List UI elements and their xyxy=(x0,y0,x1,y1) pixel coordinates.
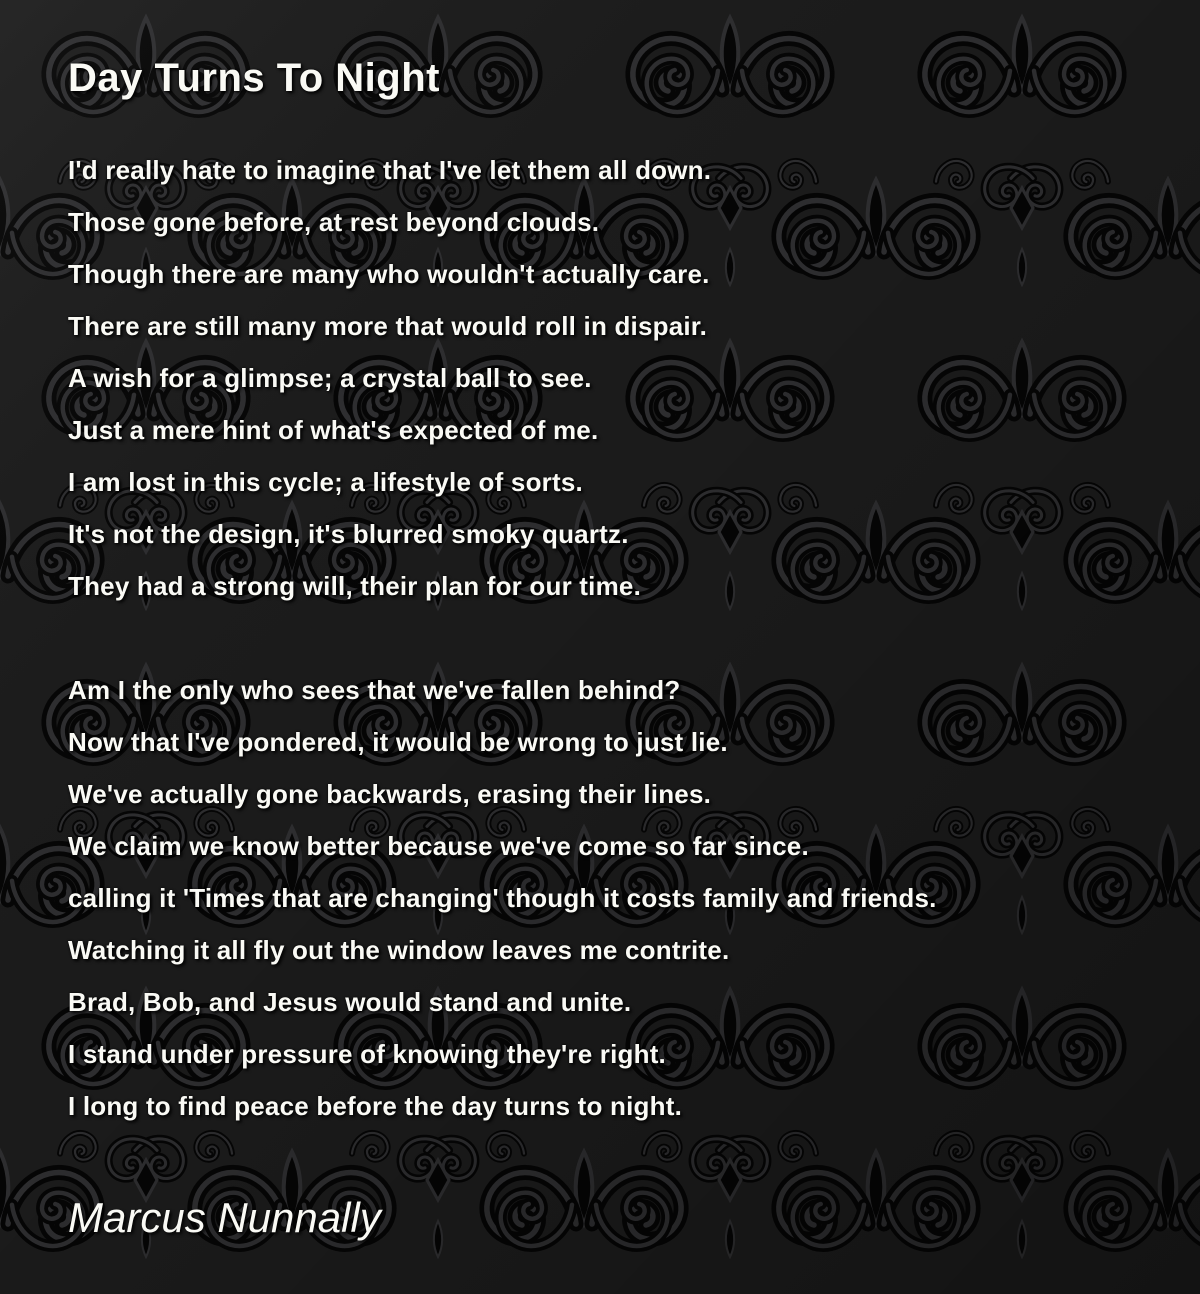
poem-line: Watching it all fly out the window leaves me contrite. xyxy=(68,935,730,965)
poem-line: Brad, Bob, and Jesus would stand and unite. xyxy=(68,987,632,1017)
poem-line: calling it 'Times that are changing' though it costs family and friends. xyxy=(68,883,937,913)
poem-line: Though there are many who wouldn't actually care. xyxy=(68,259,710,289)
poem-line: We've actually gone backwards, erasing their lines. xyxy=(68,779,712,809)
poem-line: Just a mere hint of what's expected of me. xyxy=(68,415,599,445)
poem-line: It's not the design, it's blurred smoky quartz. xyxy=(68,519,629,549)
poem-title: Day Turns To Night xyxy=(68,56,440,100)
stanza-2 xyxy=(68,664,1160,1132)
poem-line: A wish for a glimpse; a crystal ball to see. xyxy=(68,363,592,393)
poem-line: Am I the only who sees that we've fallen behind? xyxy=(68,675,681,705)
poem-line: I am lost in this cycle; a lifestyle of sorts. xyxy=(68,467,583,497)
poem-line: I long to find peace before the day turns to night. xyxy=(68,1091,682,1121)
poem-line: They had a strong will, their plan for our time. xyxy=(68,571,641,601)
poem-line: Now that I've pondered, it would be wrong to just lie. xyxy=(68,727,728,757)
poem-line: We claim we know better because we've come so far since. xyxy=(68,831,809,861)
poem-line: Those gone before, at rest beyond clouds. xyxy=(68,207,600,237)
stanza-1 xyxy=(68,144,1160,612)
poem-line: There are still many more that would roll in dispair. xyxy=(68,311,708,341)
poem-line: I stand under pressure of knowing they're right. xyxy=(68,1039,666,1069)
poem-line: I'd really hate to imagine that I've let them all down. xyxy=(68,155,712,185)
poem-author: Marcus Nunnally xyxy=(68,1194,381,1241)
